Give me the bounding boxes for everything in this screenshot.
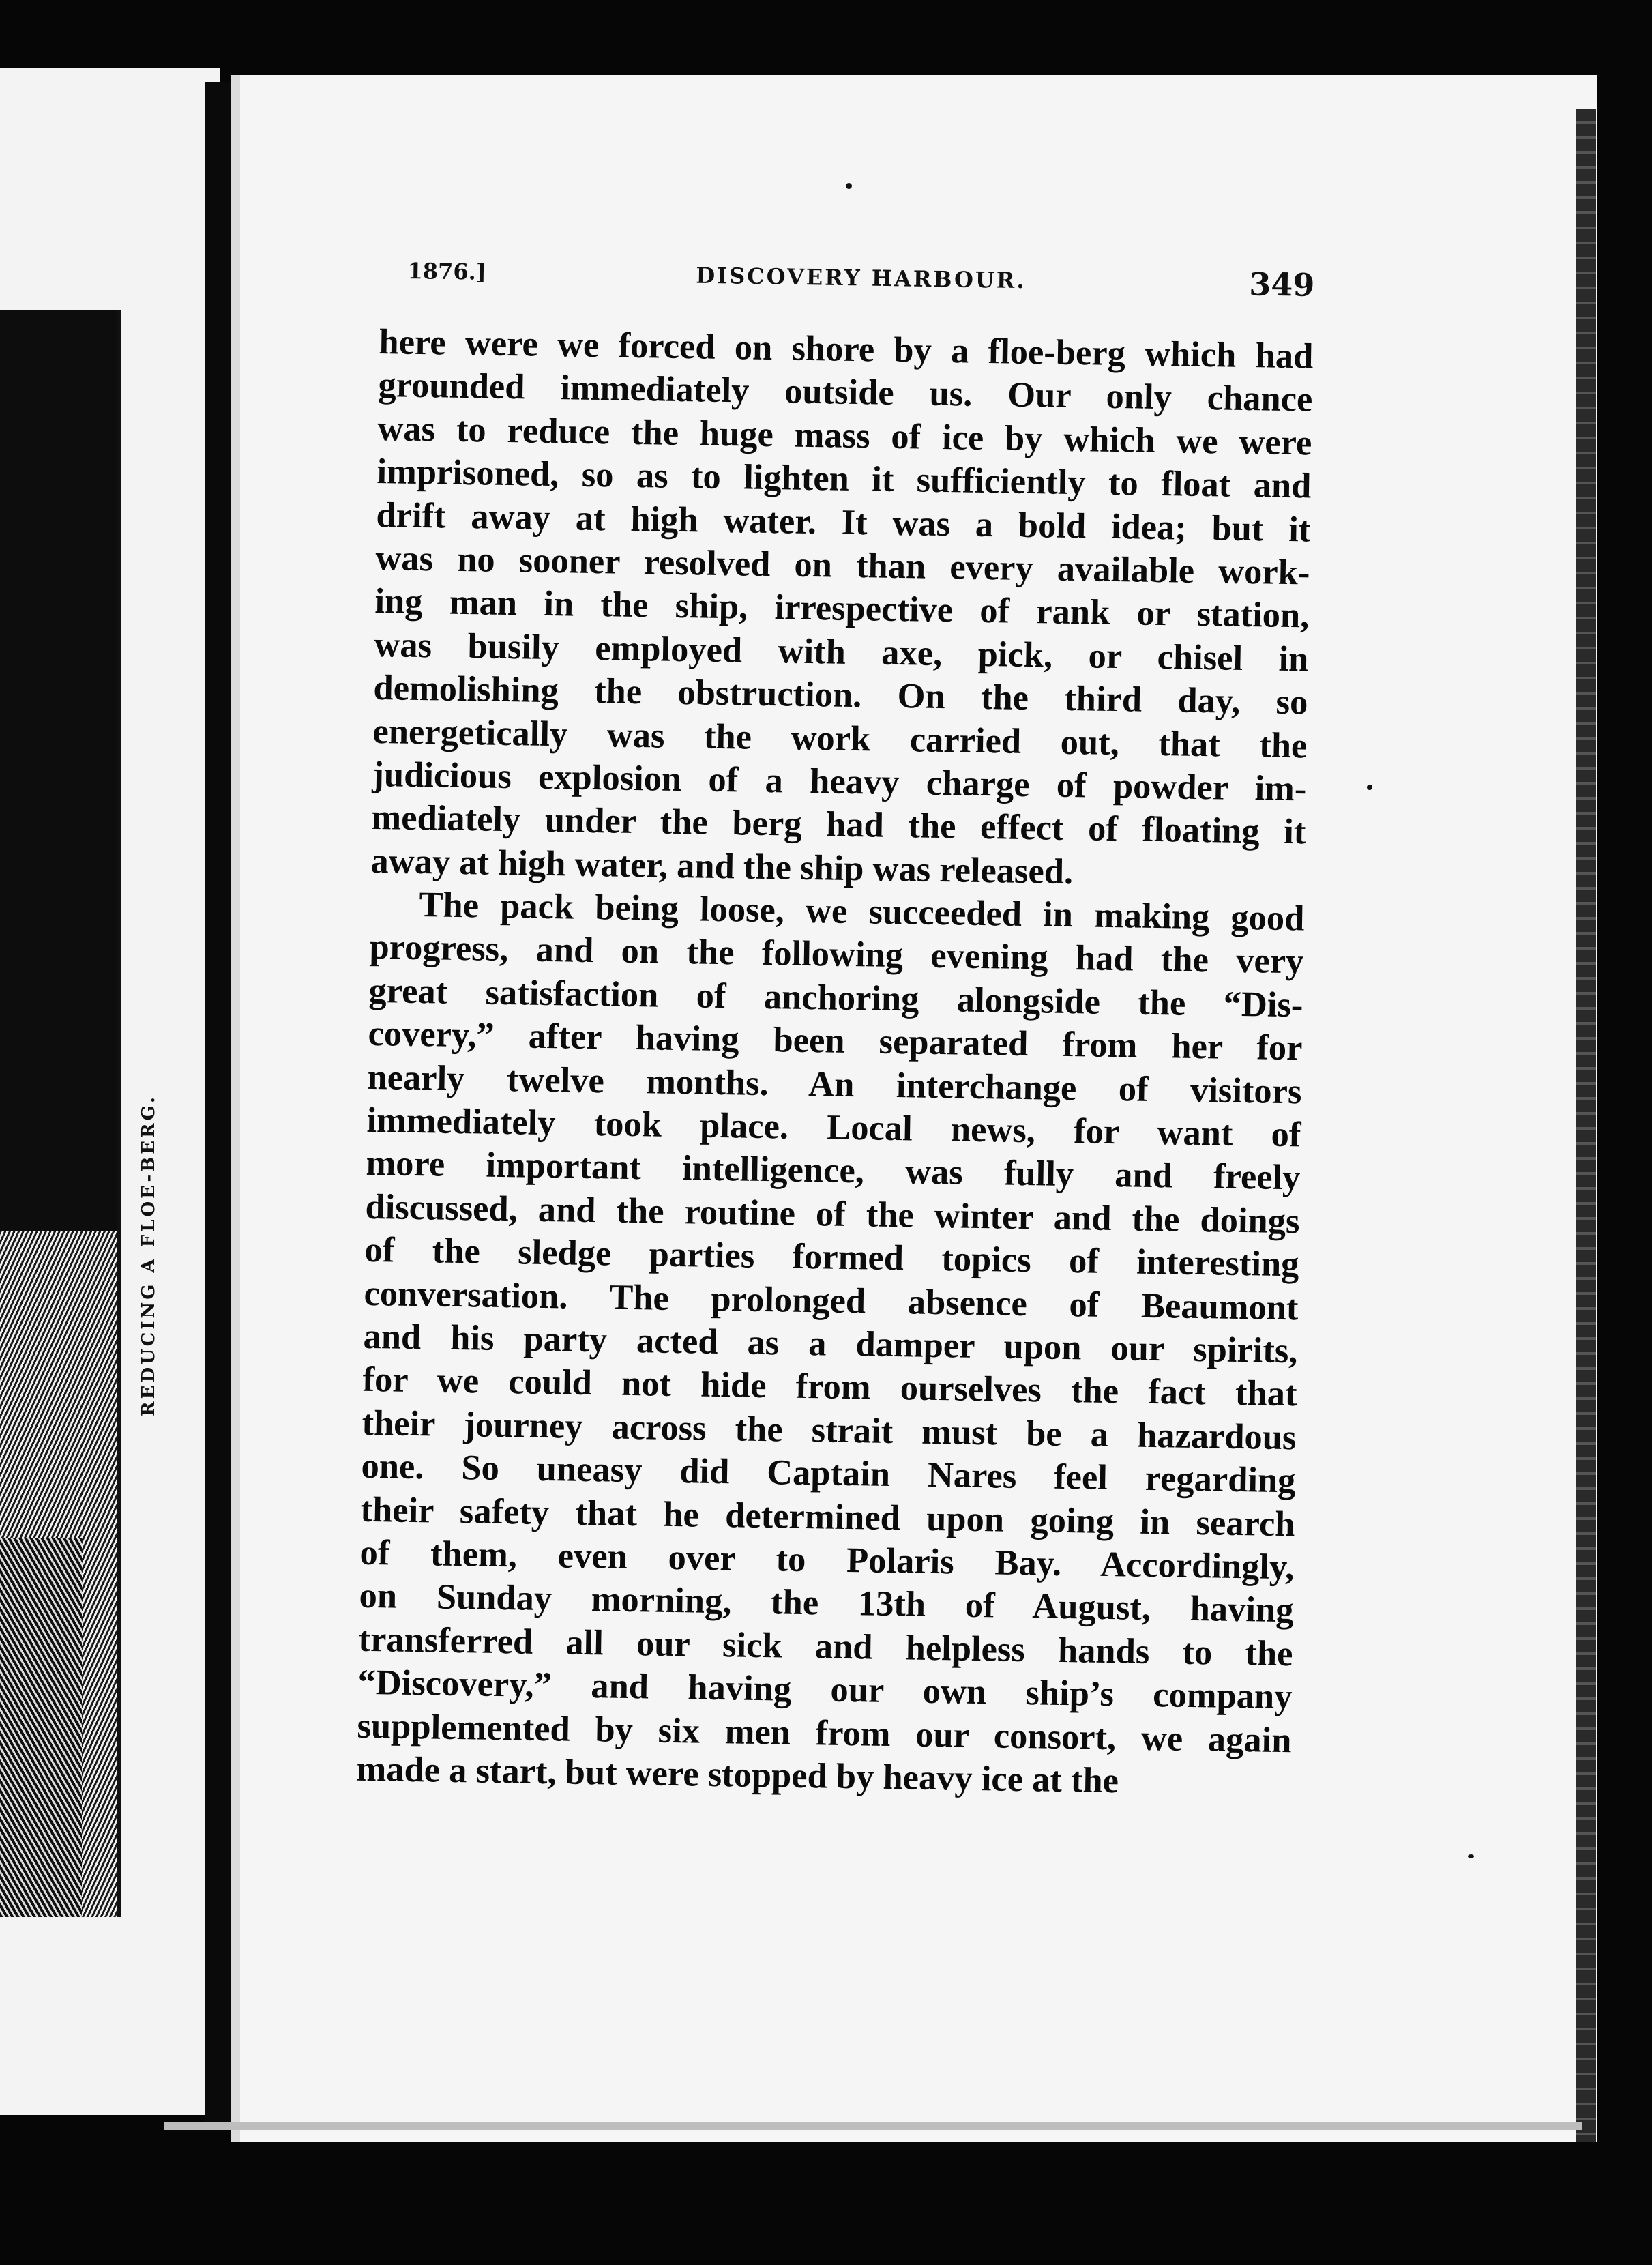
engraving-hatched-area	[0, 1538, 82, 1917]
header-title: DISCOVERY HARBOUR.	[696, 262, 1027, 294]
text-line: drift away at high water. It was a bold idea; but it	[376, 495, 1311, 550]
text-line: of them, even over to Polaris Bay. Accordingly,	[359, 1532, 1295, 1588]
print-speck	[846, 183, 852, 189]
text-line: energetically was the work carried out, that the	[372, 711, 1308, 765]
text-line: here were we forced on shore by a floe-berg which had	[379, 321, 1314, 377]
text-line: demolishing the obstruction. On the third day, so	[373, 668, 1308, 722]
page-edge-shadow	[1576, 109, 1596, 2142]
text-line: covery,” after having been separated from her for	[368, 1014, 1303, 1068]
text-line: ing man in the ship, irrespective of rank or station,	[374, 581, 1310, 636]
page-number: 349	[1248, 265, 1315, 304]
text-line: progress, and on the following evening had the very	[369, 927, 1304, 982]
text-line: their safety that he determined upon going in search	[360, 1489, 1295, 1544]
text-line: supplemented by six men from our consort, we again	[357, 1706, 1292, 1760]
header-year: 1876.]	[407, 257, 487, 285]
text-line: nearly twelve months. An interchange of visitors	[367, 1057, 1302, 1112]
text-line: great satisfaction of anchoring alongside the “Dis-	[368, 970, 1303, 1025]
text-line: and his party acted as a damper upon our spirits,	[363, 1316, 1298, 1371]
text-line: was busily employed with axe, pick, or chisel in	[374, 624, 1309, 680]
text-line: judicious explosion of a heavy charge of powder im-	[372, 754, 1307, 809]
floe-berg-engraving	[0, 310, 121, 1917]
page-bottom-edge	[164, 2122, 1582, 2130]
text-line: immediately took place. Local news, for want of	[366, 1100, 1301, 1155]
text-line: conversation. The prolonged absence of Beaumont	[364, 1273, 1299, 1328]
text-line: grounded immediately outside us. Our only chance	[378, 365, 1313, 420]
text-line: discussed, and the routine of the winter and the doings	[365, 1186, 1300, 1242]
text-line: more important intelligence, was fully and freely	[366, 1143, 1301, 1198]
text-line: transferred all our sick and helpless hands to the	[358, 1619, 1293, 1674]
text-line: of the sledge parties formed topics of interesting	[364, 1230, 1299, 1285]
page-body-text	[356, 321, 1314, 1806]
text-line: imprisoned, so as to lighten it sufficiently to float and	[377, 452, 1312, 506]
text-line: was to reduce the huge mass of ice by which we were	[377, 408, 1312, 463]
text-line: away at high water, and the ship was released.	[370, 841, 1074, 892]
text-line: mediately under the berg had the effect of floating it	[371, 798, 1306, 852]
text-line: made a start, but were stopped by heavy ice at the	[356, 1749, 1119, 1801]
text-line: The pack being loose, we succeeded in making good	[419, 885, 1305, 939]
print-speck	[1367, 785, 1372, 790]
engraving-dark-area	[0, 310, 117, 1231]
text-line: one. So uneasy did Captain Nares feel regarding	[361, 1446, 1296, 1501]
text-line: “Discovery,” and having our own ship’s company	[357, 1662, 1293, 1717]
text-line: their journey across the strait must be a hazardous	[362, 1403, 1297, 1458]
text-line: for we could not hide from ourselves the fact that	[362, 1360, 1297, 1414]
text-line: was no sooner resolved on than every available work-	[375, 538, 1310, 593]
print-speck	[1468, 1854, 1474, 1858]
illustration-caption: REDUCING A FLOE-BERG.	[138, 1094, 159, 1416]
text-line: on Sunday morning, the 13th of August, having	[359, 1576, 1294, 1631]
